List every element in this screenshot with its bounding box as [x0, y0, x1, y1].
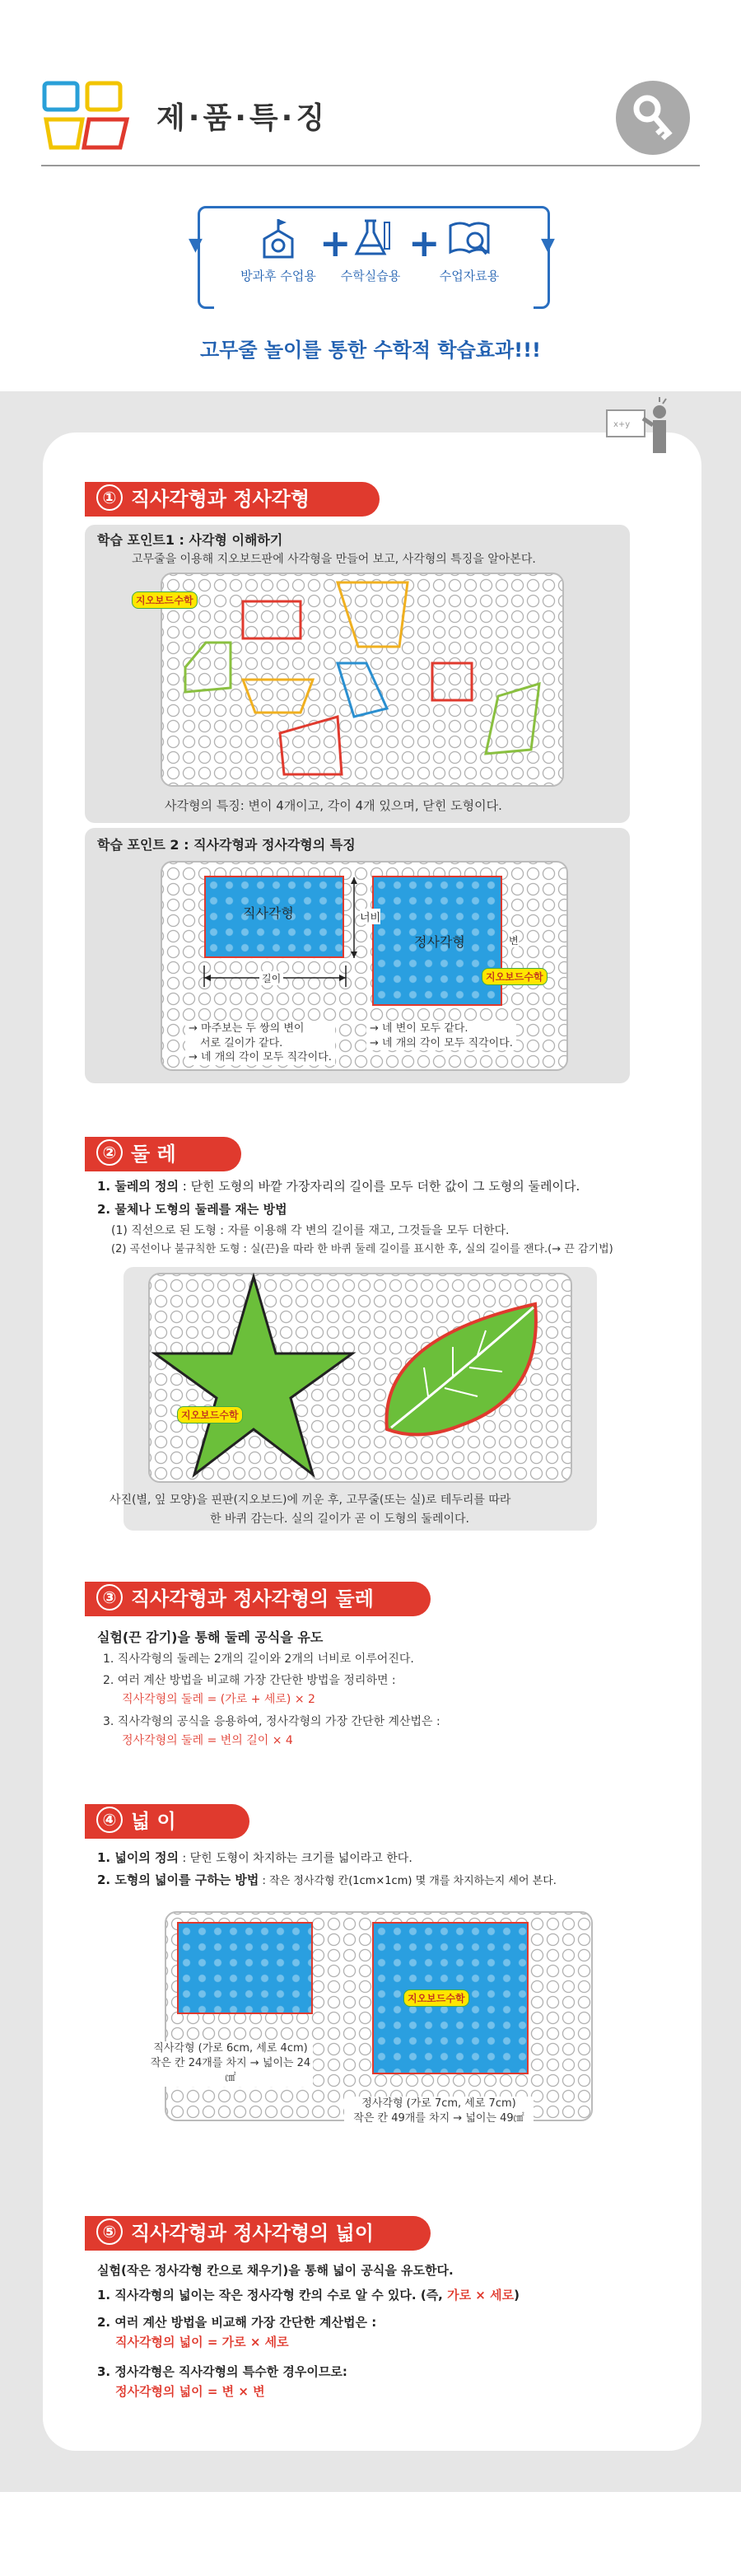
- usage-label: 수학실습용: [340, 269, 401, 283]
- square-perimeter-formula: 정사각형의 둘레 = 변의 길이 × 4: [122, 1734, 293, 1747]
- section-3-header: [85, 1582, 431, 1616]
- teacher-board-icon: [605, 394, 679, 463]
- section-number: ⑤: [96, 2218, 123, 2245]
- perimeter-method-b: (2) 곡선이나 불규칙한 도형 : 실(끈)을 따라 한 바퀴 둘레 길이를 표시한 후, 실의 길이를 잰다.(→ 끈 감기법): [111, 1243, 613, 1255]
- plus-icon: +: [319, 221, 352, 265]
- rectangle-label: 직사각형: [243, 905, 294, 921]
- tagline: 고무줄 놀이를 통한 수학적 학습효과!!!: [199, 339, 542, 362]
- usage-item-class-material: [412, 216, 527, 284]
- perimeter-method-head: 2. 물체나 도형의 둘레를 재는 방법: [97, 1202, 287, 1217]
- geoboard-logo: 지오보드수학: [482, 968, 548, 985]
- point-1-caption: 사각형의 특징: 변이 4개이고, 각이 4개 있으며, 닫힌 도형이다.: [165, 798, 502, 813]
- perimeter-caption-2: 한 바퀴 감는다. 실의 길이가 곧 이 도형의 둘레이다.: [210, 1512, 469, 1526]
- point-2-title: 학습 포인트 2 : 직사각형과 정사각형의 특징: [97, 837, 356, 853]
- svg-text:x+y: x+y: [613, 420, 631, 429]
- rectangle-notes: → 마주보는 두 쌍의 변이 서로 길이가 같다. → 네 개의 각이 모두 직각이다.: [185, 1022, 335, 1065]
- perimeter-step-3: 3. 직사각형의 공식을 응용하여, 정사각형의 가장 간단한 계산법은 :: [103, 1715, 440, 1728]
- plus-icon: +: [408, 221, 440, 265]
- square-area-formula: 정사각형의 넓이 = 변 × 변: [115, 2384, 265, 2399]
- section-4-header: [85, 1804, 249, 1839]
- area-rectangle-shape: [177, 1922, 313, 2014]
- arrow-down-right-icon: ▼: [541, 235, 555, 255]
- point-1-title: 학습 포인트1 : 사각형 이해하기: [97, 532, 283, 548]
- area-formula-intro: 실험(작은 정사각형 칸으로 채우기)을 통해 넓이 공식을 유도한다.: [97, 2263, 454, 2278]
- section-2-header: [85, 1137, 241, 1171]
- square-notes: → 네 변이 모두 같다. → 네 개의 각이 모두 직각이다.: [366, 1022, 516, 1050]
- brand-logo: [41, 78, 132, 152]
- usage-label: 수업자료용: [439, 269, 500, 283]
- side-label: 변: [509, 935, 519, 947]
- book-search-icon: [447, 248, 492, 264]
- key-icon: [616, 81, 690, 155]
- area-rect-caption: 직사각형 (가로 6cm, 세로 4cm) 작은 칸 24개를 차지 → 넓이는 24㎠: [148, 2041, 313, 2087]
- geoboard-logo: 지오보드수학: [132, 591, 198, 609]
- section-title: 넓 이: [131, 1810, 176, 1833]
- geoboard-logo: 지오보드수학: [177, 1406, 243, 1424]
- perimeter-caption-1: 사진(별, 잎 모양)을 핀판(지오보드)에 끼운 후, 고무줄(또는 실)로 테두리를 따라: [110, 1494, 511, 1507]
- usage-label: 방과후 수업용: [240, 269, 316, 283]
- area-definition: 1. 넓이의 정의 : 닫힌 도형이 차지하는 크기를 넓이라고 한다.: [97, 1850, 412, 1865]
- length-label: 길이: [259, 971, 283, 985]
- section-5-header: [85, 2216, 431, 2251]
- section-title: 둘 레: [131, 1143, 176, 1166]
- section-title: 직사각형과 정사각형: [131, 488, 310, 511]
- rectangle-area-formula: 직사각형의 넓이 = 가로 × 세로: [115, 2335, 289, 2349]
- square-label: 정사각형: [414, 934, 465, 950]
- area-step-2: 2. 여러 계산 방법을 비교해 가장 간단한 계산법은 :: [97, 2315, 377, 2330]
- arrow-down-left-icon: ▼: [189, 235, 203, 255]
- perimeter-formula-intro: 실험(끈 감기)을 통해 둘레 공식을 유도: [97, 1629, 324, 1645]
- perimeter-method-a: (1) 직선으로 된 도형 : 자를 이용해 각 변의 길이를 재고, 그것들을 모두 더한다.: [111, 1224, 510, 1237]
- width-label: 너비: [360, 909, 380, 924]
- school-icon: [256, 248, 301, 264]
- page-title: 제·품·특·징: [156, 101, 329, 135]
- perimeter-step-2: 2. 여러 계산 방법을 비교해 가장 간단한 방법을 정리하면 :: [103, 1674, 396, 1687]
- area-method: 2. 도형의 넓이를 구하는 방법 : 작은 정사각형 칸(1cm×1cm) 몇 개를 차지하는지 세어 본다.: [97, 1872, 557, 1887]
- section-number: ③: [96, 1584, 123, 1611]
- flask-icon: [348, 248, 393, 264]
- section-1-header: [85, 482, 380, 517]
- quadrilateral-shapes: [161, 573, 564, 787]
- star-leaf-shapes: [148, 1273, 572, 1483]
- area-step-1: 1. 직사각형의 넓이는 작은 정사각형 칸의 수로 알 수 있다. (즉, 가로 × 세로): [97, 2288, 520, 2303]
- section-title: 직사각형과 정사각형의 넓이: [131, 2222, 374, 2245]
- perimeter-definition: 1. 둘레의 정의 : 닫힌 도형의 바깥 가장자리의 길이를 모두 더한 값이 그 도형의 둘레이다.: [97, 1179, 580, 1194]
- section-number: ①: [96, 484, 123, 511]
- rectangle-perimeter-formula: 직사각형의 둘레 = (가로 + 세로) × 2: [122, 1693, 315, 1706]
- area-step-3: 3. 정사각형은 직사각형의 특수한 경우이므로:: [97, 2364, 347, 2379]
- section-number: ②: [96, 1139, 123, 1166]
- area-square-caption: 정사각형 (가로 7cm, 세로 7cm) 작은 칸 49개를 차지 → 넓이는 49㎠: [344, 2097, 534, 2126]
- point-1-desc: 고무줄을 이용해 지오보드판에 사각형을 만들어 보고, 사각형의 특징을 알아본다.: [132, 553, 536, 566]
- perimeter-step-1: 1. 직사각형의 둘레는 2개의 길이와 2개의 너비로 이루어진다.: [103, 1653, 414, 1666]
- header-divider: [41, 165, 700, 166]
- geoboard-logo: 지오보드수학: [403, 1989, 469, 2007]
- section-title: 직사각형과 정사각형의 둘레: [131, 1587, 374, 1611]
- section-number: ④: [96, 1807, 123, 1833]
